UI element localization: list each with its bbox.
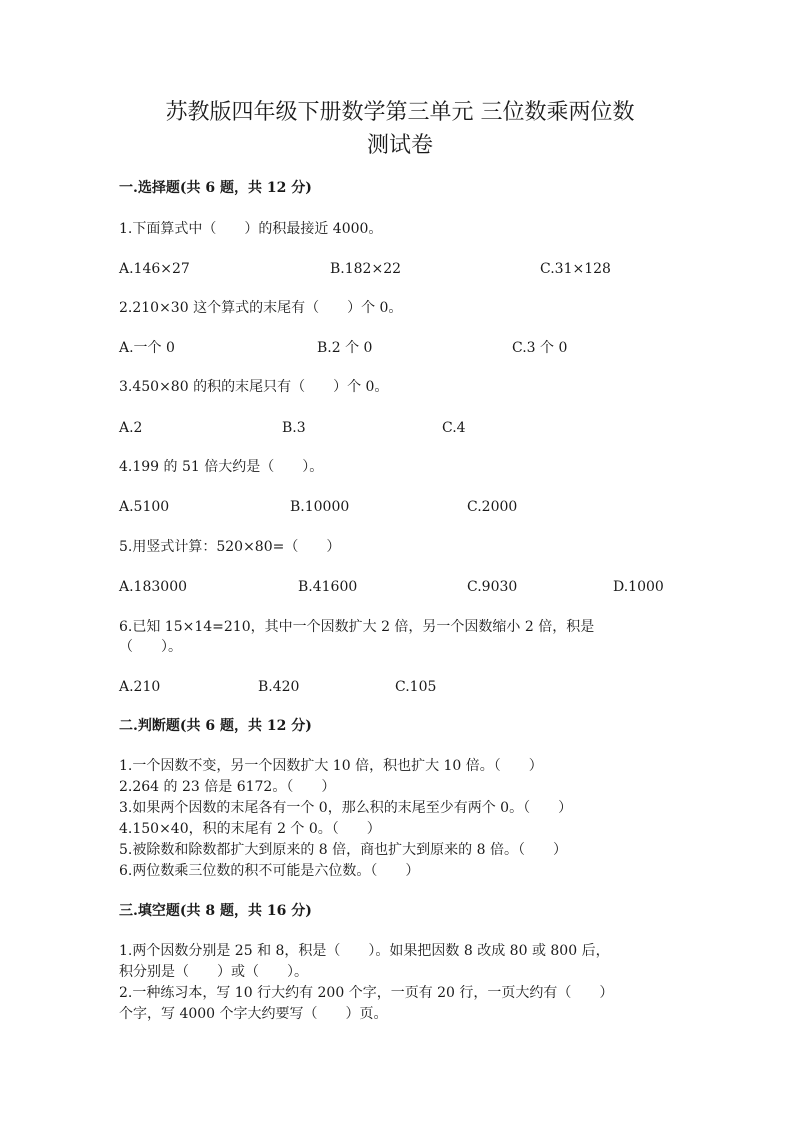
option-a: A.一个 0 [119,340,175,356]
option-c: C.105 [395,679,437,695]
fill-blank-line: 积分别是（ ）或（ ）。 [119,964,308,980]
fill-blank-line: 1.两个因数分别是 25 和 8，积是（ ）。如果把因数 8 改成 80 或 800 后， [119,943,610,959]
question-stem: 6.已知 15×14=210，其中一个因数扩大 2 倍，另一个因数缩小 2 倍，积是 [119,619,595,635]
judgement-item: 2.264 的 23 倍是 6172。（ ） [119,779,336,795]
section-heading-fill-blank: 三.填空题(共 8 题，共 16 分) [119,903,312,919]
option-b: B.10000 [290,499,350,515]
fill-blank-line: 2.一种练习本，写 10 行大约有 200 个字，一页有 20 行，一页大约有（ ） [119,985,614,1001]
option-a: A.146×27 [119,261,190,277]
option-b: B.3 [282,420,306,436]
judgement-item: 4.150×40，积的末尾有 2 个 0。（ ） [119,821,381,837]
section-heading-choice: 一.选择题(共 6 题，共 12 分) [119,180,312,196]
option-c: C.31×128 [540,261,611,277]
option-a: A.183000 [119,579,188,595]
option-b: B.2 个 0 [317,340,373,356]
question-stem: 5.用竖式计算：520×80=（ ） [119,539,341,555]
option-c: C.4 [442,420,466,436]
option-b: B.420 [258,679,300,695]
question-stem: 3.450×80 的积的末尾只有（ ）个 0。 [119,379,389,395]
question-stem: 4.199 的 51 倍大约是（ ）。 [119,459,324,475]
option-a: A.2 [119,420,143,436]
option-a: A.210 [119,679,161,695]
option-d: D.1000 [613,579,664,595]
page-title-line2: 测试卷 [366,133,433,158]
judgement-item: 1.一个因数不变，另一个因数扩大 10 倍，积也扩大 10 倍。（ ） [119,758,543,774]
option-b: B.41600 [298,579,358,595]
option-a: A.5100 [119,499,170,515]
question-stem: 1.下面算式中（ ）的积最接近 4000。 [119,221,383,237]
question-stem-continued: （ ）。 [119,639,182,655]
question-stem: 2.210×30 这个算式的末尾有（ ）个 0。 [119,300,403,316]
option-b: B.182×22 [330,261,402,277]
option-c: C.9030 [467,579,518,595]
option-c: C.3 个 0 [512,340,568,356]
section-heading-judgement: 二.判断题(共 6 题，共 12 分) [119,718,312,734]
judgement-item: 6.两位数乘三位数的积不可能是六位数。（ ） [119,863,420,879]
page-title: 苏教版四年级下册数学第三单元 三位数乘两位数 [165,100,635,125]
option-c: C.2000 [467,499,518,515]
judgement-item: 3.如果两个因数的末尾各有一个 0，那么积的末尾至少有两个 0。（ ） [119,800,573,816]
fill-blank-line: 个字，写 4000 个字大约要写（ ）页。 [119,1006,388,1022]
judgement-item: 5.被除数和除数都扩大到原来的 8 倍，商也扩大到原来的 8 倍。（ ） [119,842,567,858]
